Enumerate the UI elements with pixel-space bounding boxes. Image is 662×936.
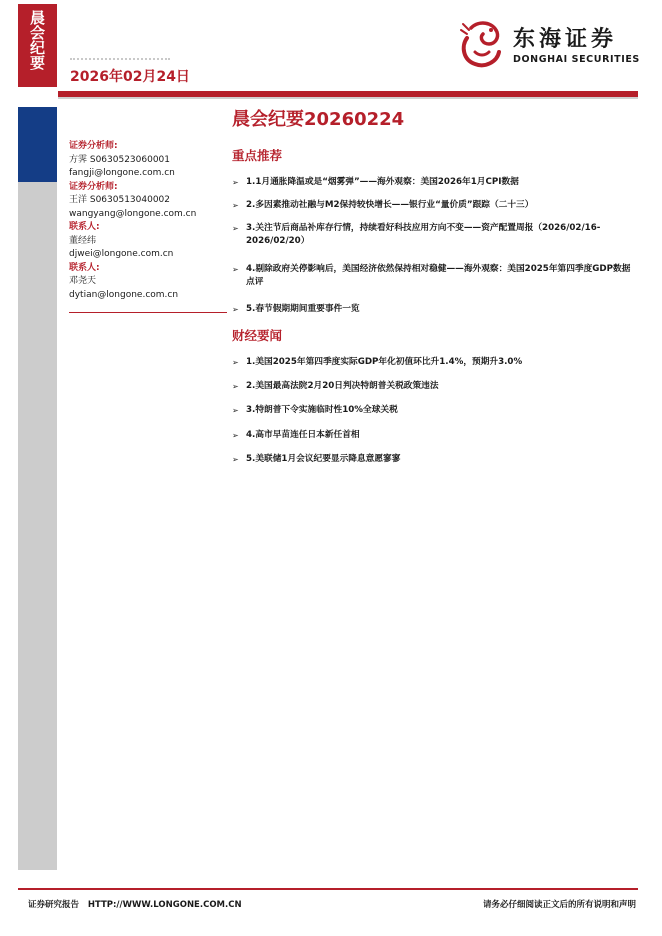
list-item[interactable] xyxy=(232,356,638,369)
arrow-bullet-icon: ➢ xyxy=(232,431,239,440)
list-item-text: 3.特朗普下令实施临时性10%全球关税 xyxy=(246,405,398,415)
side-accent-blue xyxy=(18,107,57,182)
analyst-name: 邓尧天 xyxy=(69,276,97,286)
analyst-divider xyxy=(69,312,227,313)
analyst-role: 证券分析师: xyxy=(69,141,118,151)
list-item-text: 4.剔除政府关停影响后，美国经济依然保持相对稳健——海外观察：美国2025年第四季度GDP数据点评 xyxy=(246,264,631,287)
report-date: 2026年02月24日 xyxy=(70,69,190,85)
list-item-text: 2.美国最高法院2月20日判决特朗普关税政策违法 xyxy=(246,381,439,391)
list-item[interactable] xyxy=(232,380,638,393)
section-tag-label: 晨会纪要 xyxy=(28,10,46,70)
analyst-role: 联系人: xyxy=(69,222,100,232)
list-item[interactable] xyxy=(232,404,638,417)
header-divider xyxy=(70,58,170,64)
section-title-highlights: 重点推荐 xyxy=(232,148,283,163)
list-item-text: 1.美国2025年第四季度实际GDP年化初值环比升1.4%，预期升3.0% xyxy=(246,357,523,367)
arrow-bullet-icon: ➢ xyxy=(232,358,239,367)
analyst-entry xyxy=(69,140,229,181)
arrow-bullet-icon: ➢ xyxy=(232,382,239,391)
arrow-bullet-icon: ➢ xyxy=(232,305,239,314)
analyst-email[interactable]: djwei@longone.com.cn xyxy=(69,249,174,259)
arrow-bullet-icon: ➢ xyxy=(232,455,239,464)
arrow-bullet-icon: ➢ xyxy=(232,265,239,274)
footer-report-link[interactable]: 证券研究报告 HTTP://WWW.LONGONE.COM.CN xyxy=(28,900,242,910)
list-item[interactable] xyxy=(232,222,638,248)
analyst-role: 联系人: xyxy=(69,262,100,273)
section-title-news: 财经要闻 xyxy=(232,328,283,343)
analyst-list xyxy=(69,140,229,302)
analyst-entry xyxy=(69,221,229,262)
list-item-text: 3.关注节后商品补库存行情，持续看好科技应用方向不变——资产配置周报（2026/02/16-2026/02/20） xyxy=(246,223,601,246)
list-item[interactable] xyxy=(232,199,638,212)
list-item[interactable] xyxy=(232,303,638,316)
analyst-role: 证券分析师: xyxy=(69,181,118,192)
arrow-bullet-icon: ➢ xyxy=(232,201,239,210)
analyst-name: 王洋 S0630513040002 xyxy=(69,195,171,205)
arrow-bullet-icon: ➢ xyxy=(232,178,239,187)
analyst-email[interactable]: fangji@longone.com.cn xyxy=(69,168,175,178)
page-title: 晨会纪要20260224 xyxy=(232,109,405,130)
footer-disclaimer: 请务必仔细阅读正文后的所有说明和声明 xyxy=(482,900,636,910)
section-tag xyxy=(18,4,57,87)
list-item[interactable] xyxy=(232,176,638,189)
list-item[interactable] xyxy=(232,429,638,442)
list-item[interactable] xyxy=(232,453,638,466)
analyst-entry xyxy=(69,181,229,222)
list-item-text: 5.春节假期期间重要事件一览 xyxy=(246,304,360,314)
dragon-logo-icon xyxy=(455,18,507,72)
list-item-text: 4.高市早苗连任日本新任首相 xyxy=(246,430,360,440)
footer-divider xyxy=(18,888,638,890)
arrow-bullet-icon: ➢ xyxy=(232,224,239,233)
logo-chinese: 东海证券 xyxy=(513,27,618,52)
side-accent-grey xyxy=(18,182,57,870)
header-bar-shadow xyxy=(58,97,638,99)
list-item[interactable] xyxy=(232,263,638,289)
list-item-text: 2.多因素推动社融与M2保持较快增长——银行业“量价质”跟踪（二十三） xyxy=(246,200,534,210)
analyst-email[interactable]: wangyang@longone.com.cn xyxy=(69,208,197,219)
analyst-name: 董经纬 xyxy=(69,235,97,246)
logo-english: DONGHAI SECURITIES xyxy=(513,54,640,65)
company-logo xyxy=(455,18,645,74)
arrow-bullet-icon: ➢ xyxy=(232,406,239,415)
list-item-text: 5.美联储1月会议纪要显示降息意愿寥寥 xyxy=(246,454,401,464)
list-item-text: 1.1月通胀降温或是“烟雾弹”——海外观察：美国2026年1月CPI数据 xyxy=(246,177,519,187)
analyst-entry xyxy=(69,262,229,303)
analyst-name: 方霁 S0630523060001 xyxy=(69,154,171,165)
analyst-email[interactable]: dytian@longone.com.cn xyxy=(69,289,179,300)
